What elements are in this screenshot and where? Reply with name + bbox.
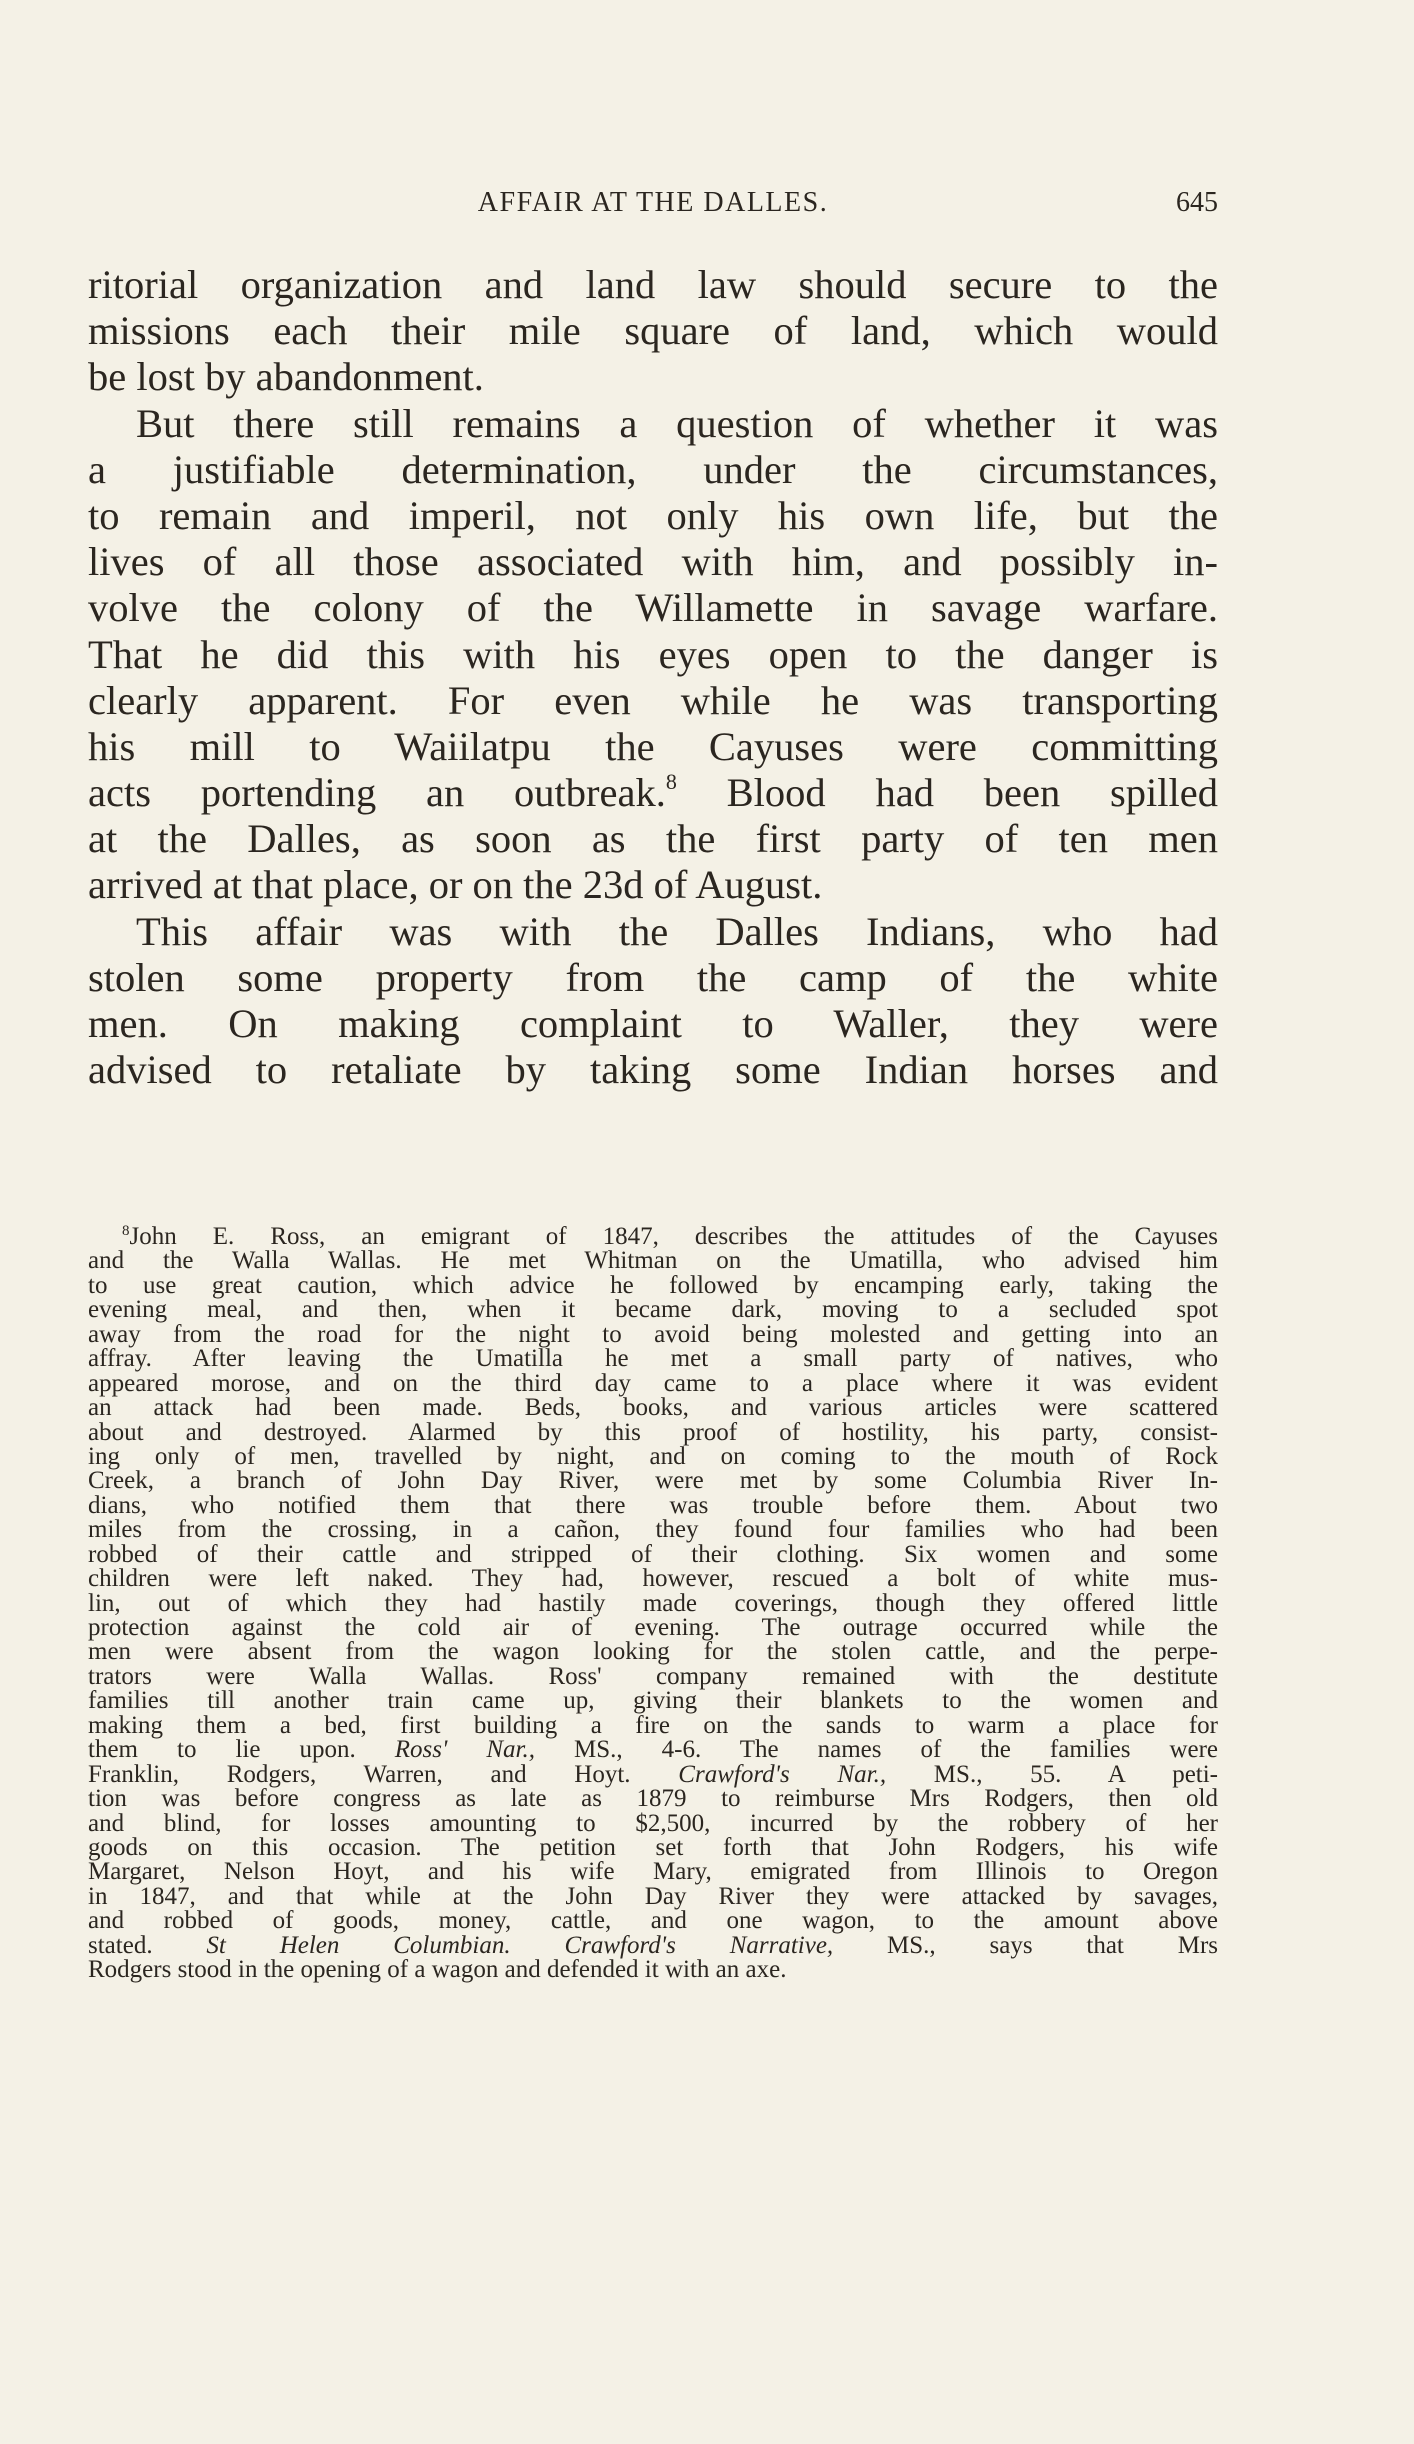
body-line: lives of all those associated with him, and possibly in- [88,539,1218,585]
body-line: This affair was with the Dalles Indians, who had [136,908,1218,954]
body-line: ritorial organization and land law should secure to the [88,262,1218,307]
footnote-line: miles from the crossing, in a cañon, they found four families who had been [88,1516,1218,1544]
footnote-line: children were left naked. They had, however, rescued a bolt of white mus- [88,1565,1218,1593]
footnote-line: evening meal, and then, when it became dark, moving to a secluded spot [88,1296,1218,1324]
body-line: men. On making complaint to Waller, they were [88,1001,1218,1046]
footnote-line: robbed of their cattle and stripped of their clothing. Six women and some [88,1540,1218,1568]
footnote [88,1225,1218,1983]
footnote-line: Rodgers stood in the opening of a wagon and defended it with an axe. [88,1956,787,1984]
footnote-line: affray. After leaving the Umatilla he met a small party of natives, who [88,1345,1218,1373]
footnote-line-part: MS., 4-6. The names of the families were [534,1736,1219,1764]
footnote-line: away from the road for the night to avoid being molested and getting into an [88,1320,1218,1348]
citation-italic: Crawford's Narrative, [564,1931,834,1959]
body-line: volve the colony of the Willamette in savage warfare. [88,585,1218,631]
body-line: to remain and imperil, not only his own life, but the [88,492,1218,538]
body-text [88,262,1218,1093]
footnote-line: an attack had been made. Beds, books, and various articles were scattered [88,1394,1218,1422]
footnote-line-part: Franklin, Rodgers, Warren, and Hoyt. [88,1760,631,1788]
footnote-reference: 8 [665,769,677,795]
body-line: be lost by abandonment. [88,354,484,400]
footnote-line: to use great caution, which advice he followed by encamping early, taking the [88,1271,1218,1299]
footnote-line [88,1738,1218,1762]
body-line-part: Blood had been spilled [676,770,1218,816]
body-line: his mill to Waiilatpu the Cayuses were committing [88,723,1218,769]
footnote-line [88,1225,1218,1249]
footnote-line [88,1931,1219,1959]
footnote-line: and robbed of goods, money, cattle, and one wagon, to the amount above [88,1907,1218,1935]
footnote-line: and blind, for losses amounting to $2,500, incurred by the robbery of her [88,1809,1218,1837]
footnote-line: about and destroyed. Alarmed by this proof of hostility, his party, consist- [88,1418,1218,1446]
footnote-line-part: John E. Ross, an emigrant of 1847, describes the attitudes of the Cayuses [129,1223,1218,1250]
footnote-line-part: them to lie upon. [88,1736,356,1764]
footnote-line: and the Walla Wallas. He met Whitman on the Umatilla, who advised him [88,1247,1218,1275]
citation-italic: Ross' Nar., [394,1736,535,1764]
footnote-line: ing only of men, travelled by night, and on coming to the mouth of Rock [88,1442,1218,1470]
footnote-line: in 1847, and that while at the John Day River they were attacked by savages, [88,1882,1218,1910]
footnote-line: Margaret, Nelson Hoyt, and his wife Mary, emigrated from Illinois to Oregon [88,1858,1218,1886]
body-line: at the Dalles, as soon as the first party of ten men [88,816,1218,862]
body-line: stolen some property from the camp of the white [88,954,1218,1000]
footnote-line: trators were Walla Wallas. Ross' company remained with the destitute [88,1662,1218,1690]
footnote-line-part: MS., says that Mrs [833,1931,1219,1959]
body-line: a justifiable determination, under the circumstances, [88,446,1218,492]
citation-italic: Crawford's Nar., [678,1760,887,1788]
footnote-line: protection against the cold air of evening. The outrage occurred while the [88,1614,1218,1641]
body-line: missions each their mile square of land, which would [88,308,1218,354]
footnote-line: appeared morose, and on the third day came to a place where it was evident [88,1369,1218,1397]
body-line: But there still remains a question of whether it was [136,400,1218,446]
citation-italic: St Helen Columbian. [206,1931,511,1959]
body-line: That he did this with his eyes open to the danger is [88,631,1218,677]
body-line [88,770,1218,816]
body-line: clearly apparent. For even while he was transporting [88,677,1218,723]
footnote-line [88,1760,1219,1788]
footnote-line: tion was before congress as late as 1879 to reimburse Mrs Rodgers, then old [88,1785,1218,1813]
footnote-line: Creek, a branch of John Day River, were met by some Columbia River In- [88,1467,1218,1495]
running-head [88,183,1218,223]
footnote-marker: 8 [122,1223,130,1239]
footnote-line-part: stated. [88,1931,153,1959]
footnote-line: lin, out of which they had hastily made coverings, though they offered little [88,1589,1218,1617]
footnote-line: men were absent from the wagon looking for the stolen cattle, and the perpe- [88,1638,1218,1666]
footnote-line: goods on this occasion. The petition set forth that John Rodgers, his wife [88,1833,1218,1861]
body-line-part: acts portending an outbreak. [88,770,666,816]
running-title: AFFAIR AT THE DALLES. [477,187,829,218]
footnote-line: making them a bed, first building a fire on the sands to warm a place for [88,1711,1218,1739]
footnote-line: families till another train came up, giving their blankets to the women and [88,1687,1218,1715]
page-number: 645 [1176,187,1218,218]
body-line: arrived at that place, or on the 23d of August. [88,862,823,908]
footnote-line-part: MS., 55. A peti- [886,1760,1219,1788]
footnote-line: dians, who notified them that there was trouble before them. About two [88,1491,1218,1519]
body-line: advised to retaliate by taking some Indian horses and [88,1047,1218,1093]
